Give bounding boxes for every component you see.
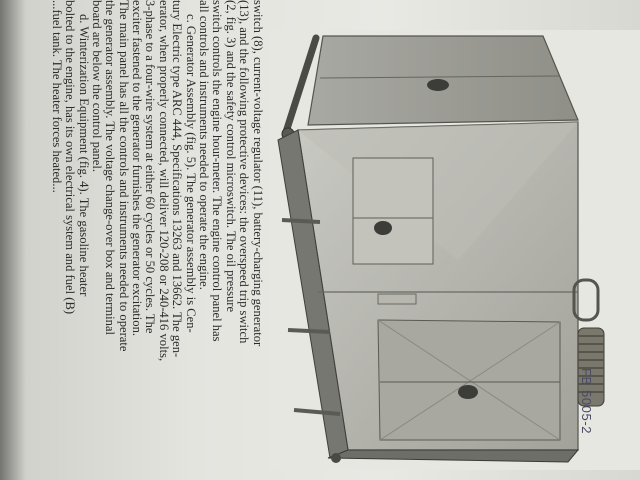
text-line: ...fuel tank. The heater forces heated... — [49, 0, 64, 193]
text-line: switch (8), current-voltage regulator (11), battery-charging generator — [250, 0, 265, 347]
rotated-text-block — [0, 0, 290, 470]
binding-shadow — [0, 0, 26, 480]
text-line: the generator assembly. The voltage change-over box and terminal — [103, 0, 118, 336]
text-column — [2, 0, 270, 480]
text-line: 3-phase to a four-wire system at either 60 cycles or 50 cycles. The — [143, 0, 158, 334]
text-line: d. Winterization Equipment (fig. 4). The gasoline heater — [76, 14, 91, 297]
text-line: all controls and instruments needed to operate the engine. — [197, 0, 212, 290]
text-line: tury Electric type ARC 444, Specifications 13263 and 13662. The gen- — [170, 0, 185, 358]
text-line: exciter fastened to the generator furnishes the generator excitation. — [130, 0, 145, 337]
text-line: The main panel has all the controls and instruments needed to operate — [116, 0, 131, 352]
text-line: bolted to the engine, has its own electrical system and fuel (B) — [63, 0, 78, 315]
text-line: c. Generator Assembly (fig. 5). The generator assembly is Cen- — [183, 14, 198, 333]
text-line: (2, fig. 3) and the safety control microswitch. The oil pressure — [223, 0, 238, 313]
text-line: erator, when properly connected, will deliver 120-208 or 240-416 volts, — [156, 0, 171, 362]
text-line: (13), and the following protective devices: the overspeed trip switch — [237, 0, 252, 344]
text-line: switch controls the engine hour-meter. The engine control panel has — [210, 0, 225, 342]
text-line: board are below the control panel. — [89, 0, 104, 173]
figure-stamp: FB 5005-2 — [579, 368, 594, 435]
